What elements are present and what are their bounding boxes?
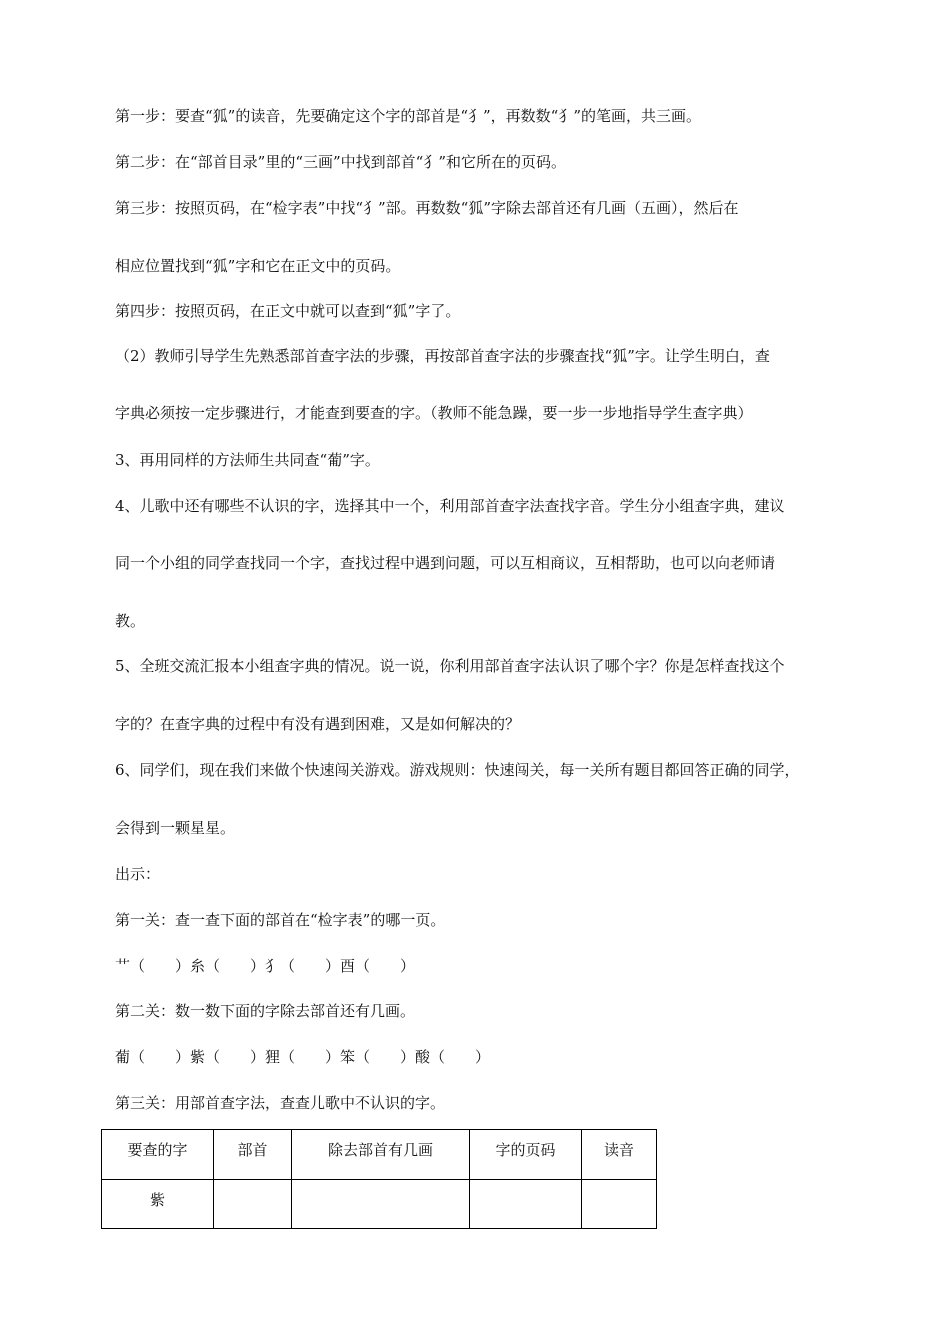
text-line: （2）教师引导学生先熟悉部首查字法的步骤，再按部首查字法的步骤查找“狐”字。让学生明白，查 — [115, 347, 770, 365]
table-cell — [470, 1180, 582, 1229]
text-line: 葡（ ）紫（ ）狸（ ）笨（ ）酸（ ） — [115, 1048, 491, 1066]
text-line: 相应位置找到“狐”字和它在正文中的页码。 — [115, 257, 401, 275]
table-row — [102, 1180, 657, 1229]
table-header-cell: 除去部首有几画 — [292, 1130, 470, 1180]
text-line: 第三关：用部首查字法，查查儿歌中不认识的字。 — [115, 1094, 446, 1112]
text-line: 第三步：按照页码，在“检字表”中找“犭”部。再数数“狐”字除去部首还有几画（五画），然后在 — [115, 199, 739, 217]
text-line: 会得到一颗星星。 — [115, 819, 236, 837]
table-header-cell: 要查的字 — [102, 1130, 214, 1180]
text-line: 字典必须按一定步骤进行，才能查到要查的字。（教师不能急躁，要一步一步地指导学生查字典） — [115, 404, 753, 422]
text-line: 字的？在查字典的过程中有没有遇到困难，又是如何解决的？ — [115, 715, 521, 733]
text-line: 艹（ ）糸（ ）犭（ ）酉（ ） — [115, 957, 416, 975]
lookup-table — [101, 1129, 657, 1229]
table-header-cell: 读音 — [582, 1130, 657, 1180]
table-cell — [292, 1180, 470, 1229]
table-cell: 紫 — [102, 1180, 214, 1229]
text-line: 教。 — [115, 612, 146, 630]
table-header-row — [102, 1130, 657, 1180]
text-line: 第二步：在“部首目录”里的“三画”中找到部首“犭”和它所在的页码。 — [115, 153, 567, 171]
text-line: 出示： — [115, 865, 161, 883]
text-line: 第一关：查一查下面的部首在“检字表”的哪一页。 — [115, 911, 446, 929]
text-line: 5、全班交流汇报本小组查字典的情况。说一说，你利用部首查字法认识了哪个字？你是怎样查找这个 — [115, 657, 785, 675]
text-line: 第四步：按照页码，在正文中就可以查到“狐”字了。 — [115, 302, 461, 320]
table-cell — [582, 1180, 657, 1229]
table-header-cell: 部首 — [214, 1130, 292, 1180]
text-line: 3、再用同样的方法师生共同查“葡”字。 — [115, 451, 380, 469]
text-line: 同一个小组的同学查找同一个字，查找过程中遇到问题，可以互相商议，互相帮助，也可以向老师请 — [115, 554, 776, 572]
table-header-cell: 字的页码 — [470, 1130, 582, 1180]
text-line: 6、同学们，现在我们来做个快速闯关游戏。游戏规则：快速闯关，每一关所有题目都回答正确的同学， — [115, 761, 800, 779]
table-cell — [214, 1180, 292, 1229]
text-line: 第一步：要查“狐”的读音，先要确定这个字的部首是“犭”，再数数“犭”的笔画，共三画。 — [115, 107, 702, 125]
text-line: 第二关：数一数下面的字除去部首还有几画。 — [115, 1002, 416, 1020]
text-line: 4、儿歌中还有哪些不认识的字，选择其中一个，利用部首查字法查找字音。学生分小组查字典，建议 — [115, 497, 785, 515]
